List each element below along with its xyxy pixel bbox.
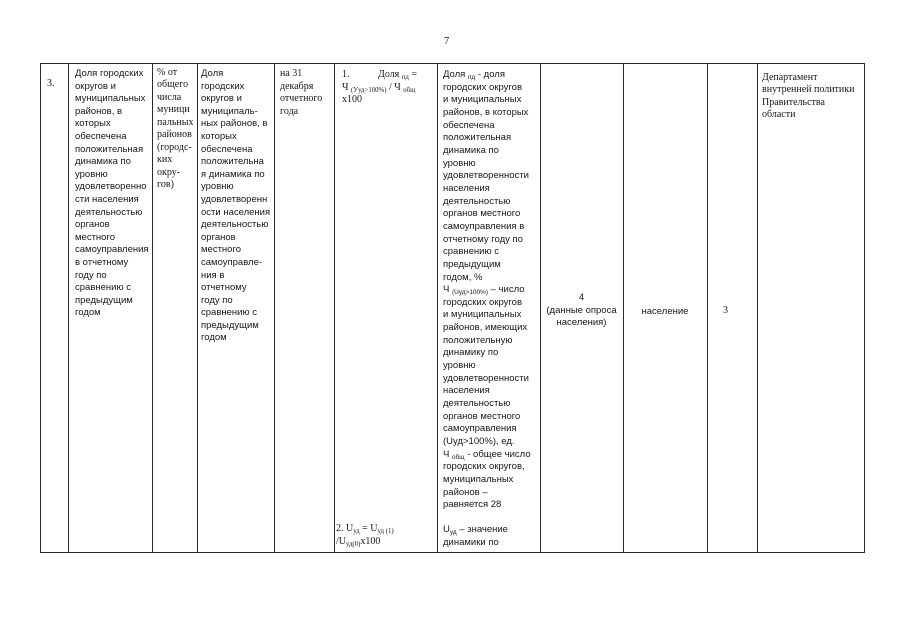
text-line: положительная	[75, 143, 144, 155]
text-line: удовлетворенн	[201, 193, 268, 205]
text-line: местного	[75, 231, 115, 243]
text-line: в отчетному	[75, 256, 129, 268]
subscript-text: уд(0)	[346, 541, 361, 549]
text-segment: 1.	[342, 69, 350, 80]
text-line: муниципаль-	[201, 105, 258, 117]
text-line: пальных	[157, 116, 194, 128]
text-line: уровню	[443, 360, 476, 372]
text-line	[336, 522, 394, 535]
text-line: гов)	[157, 179, 174, 191]
text-line: я динамика по	[201, 168, 265, 180]
indicator-name-cell	[75, 68, 149, 320]
text-line: районов, в	[75, 105, 123, 117]
text-segment: – число	[488, 284, 525, 296]
text-segment: - общее число	[464, 448, 531, 460]
text-line: уровню	[201, 181, 234, 193]
text-line: органов	[75, 219, 110, 231]
row-number: 3.	[47, 78, 55, 89]
text-line: самоуправления в	[443, 220, 525, 232]
text-line: населения	[443, 182, 490, 194]
frequency-cell: 3	[723, 305, 728, 316]
text-line: предыдущим	[201, 319, 259, 331]
text-line: годом	[201, 332, 227, 344]
text-line: городских округов	[443, 81, 522, 93]
text-line	[342, 69, 417, 82]
text-line: году по	[75, 269, 107, 281]
text-line: деятельностью	[75, 206, 143, 218]
subscript-text: пд	[467, 73, 476, 81]
text-line: отчетному	[201, 282, 247, 294]
text-line: деятельностью	[201, 219, 269, 231]
text-line	[443, 69, 531, 82]
text-line: (данные опроса	[546, 304, 617, 316]
subscript-text: уд	[449, 528, 457, 536]
text-segment: Ч	[443, 284, 452, 296]
column-divider	[707, 63, 708, 553]
text-line: городских округов	[443, 296, 522, 308]
text-line: органов местного	[443, 208, 521, 220]
text-line: органов местного	[443, 410, 521, 422]
responsible-department-cell	[762, 72, 855, 122]
data-source-cell: население	[641, 306, 689, 317]
text-line: динамики по	[443, 536, 499, 548]
text-line: окру-	[157, 166, 181, 178]
subscript-text: общ	[451, 453, 465, 461]
text-line: 4	[578, 292, 585, 303]
text-segment: Доля	[378, 69, 402, 80]
text-line: на 31	[280, 68, 303, 79]
text-line: самоуправления	[443, 423, 517, 435]
text-line: удовлетворенности	[443, 372, 529, 384]
column-divider	[152, 63, 153, 553]
text-segment: - доля	[475, 69, 505, 80]
subscript-text: уд (1)	[377, 528, 394, 536]
text-segment: =	[408, 69, 418, 80]
text-line: Правительства	[762, 96, 825, 108]
subscript-text: (Ууд>100%)	[351, 86, 387, 94]
text-line: положительную	[443, 334, 513, 346]
text-line: динамику по	[443, 347, 499, 359]
text-line: районов, в которых	[443, 106, 529, 118]
text-line: муници	[157, 104, 190, 116]
text-line: и муниципальных	[443, 309, 522, 321]
text-line: городских округов,	[443, 461, 525, 473]
text-line	[443, 284, 531, 297]
text-line: ния в	[201, 269, 225, 281]
text-line: Доля городских	[75, 68, 144, 79]
text-line: округов и	[201, 93, 242, 105]
text-line	[443, 449, 531, 462]
text-line: округов и	[75, 80, 116, 92]
text-line: муниципальных	[75, 93, 146, 105]
text-line: ных районов, в	[201, 118, 268, 130]
text-line: деятельностью	[443, 195, 511, 207]
text-line: % от	[157, 67, 178, 78]
text-segment: / Ч	[386, 81, 404, 93]
text-segment: x100	[360, 536, 381, 547]
text-line: районов –	[443, 486, 488, 498]
text-line: Департамент	[762, 72, 818, 83]
text-line: обеспечена	[201, 143, 253, 155]
date-cell	[280, 68, 322, 118]
text-line: (Uуд>100%), ед.	[443, 436, 515, 448]
text-line: положительна	[201, 156, 264, 168]
text-line: городских	[201, 80, 245, 92]
text-line: самоуправления	[75, 244, 149, 256]
text-line: отчетному году по	[443, 233, 523, 245]
text-line: которых	[75, 118, 111, 130]
method-cell	[540, 292, 623, 330]
page-number: 7	[444, 36, 450, 47]
text-segment: /U	[336, 536, 346, 547]
text-line: населения)	[556, 317, 607, 329]
text-line: годом, %	[443, 271, 483, 283]
text-line: которых	[201, 130, 237, 142]
text-line: и муниципальных	[443, 94, 522, 106]
text-line: отчетного	[280, 93, 323, 105]
text-line: сравнению с	[443, 246, 499, 258]
text-line: положительная	[443, 132, 512, 144]
text-line: деятельностью	[443, 398, 511, 410]
text-segment: Доля	[443, 69, 468, 80]
text-line: общего	[157, 79, 189, 91]
indicator-definition-cell	[201, 68, 270, 345]
subscript-text: (Uуд>100%)	[451, 289, 488, 297]
text-line: районов, имеющих	[443, 322, 528, 334]
text-line: ких	[157, 154, 173, 166]
text-line: динамика по	[75, 156, 131, 168]
text-line: удовлетворенности	[443, 170, 529, 182]
text-line: декабря	[280, 80, 314, 92]
text-line: Доля	[201, 68, 224, 79]
text-line: удовлетворенно	[75, 181, 147, 193]
variables-description-bottom	[443, 524, 508, 550]
text-line: предыдущим	[75, 294, 133, 306]
text-line: (городс-	[157, 141, 192, 153]
variables-description-top	[443, 69, 531, 512]
unit-cell	[157, 67, 194, 192]
text-line: уровню	[443, 157, 476, 169]
text-line: года	[280, 105, 299, 117]
text-line: сравнению с	[201, 307, 257, 319]
text-line: сравнению с	[75, 282, 131, 294]
column-divider	[274, 63, 275, 553]
text-line	[336, 535, 394, 548]
text-line: органов	[201, 231, 236, 243]
column-divider	[437, 63, 438, 553]
formula-cell-top	[342, 69, 417, 107]
text-line	[443, 524, 508, 537]
text-segment: Ч	[342, 81, 351, 93]
subscript-text: общ	[403, 86, 416, 94]
column-divider	[334, 63, 335, 553]
text-line: равняется 28	[443, 499, 502, 511]
text-line: муниципальных	[443, 474, 514, 485]
text-line: районов	[157, 129, 192, 141]
text-line: ости населения	[201, 206, 271, 218]
text-line: области	[762, 109, 796, 121]
text-line: предыдущим	[443, 258, 501, 270]
subscript-text: уд	[353, 528, 360, 536]
text-line: самоуправле-	[201, 256, 263, 268]
text-segment: – значение	[456, 524, 508, 535]
formula-cell-bottom	[336, 522, 394, 548]
text-line: местного	[201, 244, 241, 256]
column-divider	[757, 63, 758, 553]
text-segment: Ч	[443, 448, 452, 460]
text-segment: 2. U	[336, 523, 354, 534]
subscript-text: пд	[401, 74, 409, 82]
text-line: внутренней политики	[762, 84, 855, 96]
column-divider	[68, 63, 69, 553]
text-line: x100	[342, 94, 362, 105]
text-line: числа	[157, 91, 182, 103]
text-line: обеспечена	[75, 130, 127, 142]
text-line: годом	[75, 307, 101, 319]
text-line: уровню	[75, 168, 108, 180]
text-line: населения	[443, 385, 490, 397]
text-line: обеспечена	[443, 119, 495, 131]
text-line: сти населения	[75, 193, 139, 205]
text-line: году по	[201, 294, 233, 306]
text-segment: = U	[359, 523, 378, 534]
column-divider	[197, 63, 198, 553]
text-line	[342, 82, 417, 95]
text-line: динамика по	[443, 144, 499, 156]
text-segment: U	[443, 524, 450, 535]
